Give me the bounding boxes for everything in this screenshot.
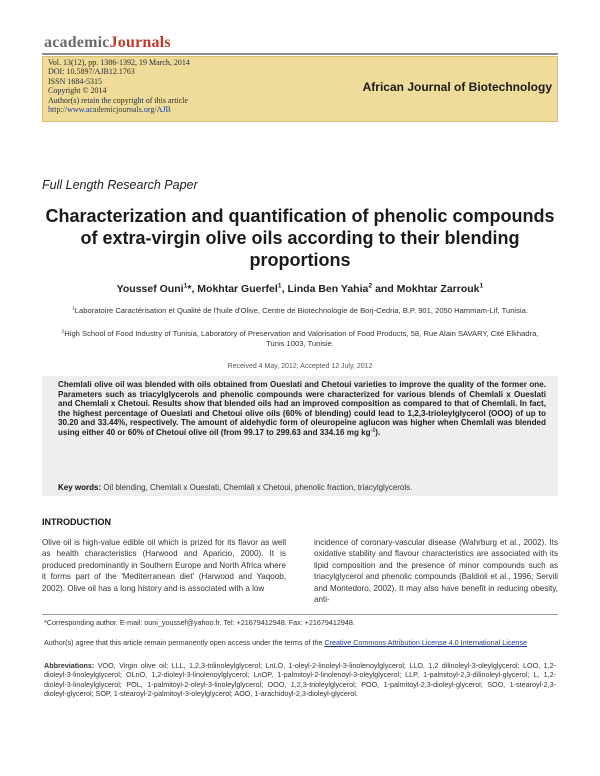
journal-name: African Journal of Biotechnology — [362, 80, 552, 94]
affiliation-sup: 2 — [61, 329, 65, 335]
meta-rights: Author(s) retain the copyright of this article — [48, 95, 188, 105]
journal-url-link[interactable]: http://www.academicjournals.org/AJB — [48, 105, 171, 115]
license-text: Author(s) agree that this article remain permanently open access under the terms of the — [44, 638, 325, 647]
affiliation-1 — [60, 306, 540, 316]
abstract-body: Chemlali olive oil was blended with oils obtained from Oueslati and Chetoui varieties to improve the quality of the former one. Parameters such as triacylglycerols and phenolic compounds were characterized for various blends of Chemlali x Oueslati and Chemlali x Chetoui. Results show that blended oils had an improved composition as compared to that of Chemlali. In fact, the highest percentage of Oueslati and Chetoui olive oils (60% of blending) could lead to 1,2,3-trioleylglycerol (OOO) of up to 30.20 and 33.44%, respectively. The amount of aldehydic form of oleuropeine aglucon was higher when Chemlali was blended using either 40 or 60% of Chetoui olive oil (from 99.17 to 299.63 and 334.16 mg kg — [58, 380, 546, 437]
abstract-end: ). — [375, 427, 381, 437]
intro-column-right: incidence of coronary-vascular disease (Wahrburg et al., 2002). Its oxidative stability and flavour characteristics are associated with its lipid composition and the presence of minor compounds such as triacylglycerol and phenolic compounds (Baldioli et al., 1996; Servili and Montedoro, 2002). It may also have benefit in reducing obesity, anti- — [314, 538, 558, 605]
author-affil-sup: 2 — [368, 282, 373, 290]
author-list — [42, 283, 558, 295]
author-name: Mokhtar Zarrouk — [396, 283, 480, 295]
abbreviations-label: Abbreviations: — [44, 661, 95, 670]
paper-title: Characterization and quantification of phenolic compounds of extra-virgin olive oils according to their blending proportions — [45, 206, 555, 270]
section-heading-introduction: INTRODUCTION — [42, 517, 111, 527]
received-accepted-dates: Received 4 May, 2012; Accepted 12 July, 2012 — [227, 363, 373, 370]
logo-text-academic: academic — [44, 34, 110, 51]
affiliation-text: Laboratoire Caractérisation et Qualité de l'huile d'Olive, Centre de Biotechnologie de Borj-Cedria, B.P. 901, 2050 Hammam-Lif, Tunisia. — [74, 306, 528, 315]
author-name: Youssef Ouni — [116, 283, 184, 295]
author-affil-sup: 1 — [183, 282, 188, 290]
author-name: Linda Ben Yahia — [287, 283, 369, 295]
author-sep: , — [281, 283, 288, 295]
intro-column-left: Olive oil is high-value edible oil which is prized for its flavor as well as health characteristics (Harwood and Aparicio, 2000). It is produced predominantly in Southern Europe and North Africa where it forms part of the 'Mediterranean diet' (Harwood and Yaqoob, 2002). Olive oil has a long history and is associated with a low — [42, 538, 286, 593]
footnote-rule — [42, 614, 558, 615]
header-rule — [42, 53, 558, 55]
license-link[interactable]: Creative Commons Attribution License 4.0 International License — [324, 638, 528, 647]
abbreviations-text: VOO, Virgin olive oil; LLL, 1,2,3-trilinoleylglycerol; LnLO, 1-oleyl-2-linoleyl-3-linolenoylglycerol; LLO, 1,2 dilinoleyl-3-oleylglycerol; LOO, 1,2-dioleyl-3-linoleylglycerol; OLnO, 1,2-dioleyl-3-linolenoylglycerol; LnOP, 1-palmitoyl-2-linolenoyl-3-oleylglycerol; LLP, 1-palmitoyl-2,3-dilinoleyl-glycerol; L, 1,2-dioleyl-3-linoleylglycerol; POL, 1-palmitoyl-2-oleyl-3-linoleylglycerol; OOO, 1,2,3-trioleylglycerol; POO, 1-palmitoyl-2,3-dioleyl-glycerol; SOO, 1-stearoyl-2,3-dioleyl-glycerol; SOP, 1-stearoyl-2-palmitoyl-3-oleylglycerol; AOO, 1-arachidoyl-2,3-dioleyl-glycerol. — [44, 661, 556, 699]
meta-copyright: Copyright © 2014 — [48, 86, 107, 96]
corresponding-author-note: *Corresponding author. E-mail: ouni_youssef@yahoo.fr. Tel: +21679412948. Fax: +21679412948. — [44, 618, 355, 627]
paper-type: Full Length Research Paper — [42, 178, 198, 192]
author-name: Mokhtar Guerfel — [197, 283, 278, 295]
abbreviations-note — [44, 661, 556, 699]
keywords-label: Key words: — [58, 483, 102, 492]
affiliation-2 — [60, 329, 540, 349]
keywords — [58, 483, 412, 492]
affiliation-sup: 1 — [72, 306, 75, 312]
author-affil-sup: 1 — [479, 282, 484, 290]
keywords-text: Oil blending, Chemlali x Oueslati, Chemlali x Chetoui, phenolic fraction, triacylglycerols. — [103, 483, 413, 492]
affiliation-text: High School of Food Industry of Tunisia, Laboratory of Preservation and Valorisation of Food Products, 58, Rue Alain SAVARY, Cité Elkhadra, Tunis 1003, Tunisie. — [64, 329, 539, 348]
author-sep: *, — [187, 283, 198, 295]
logo-text-journals: Journals — [109, 34, 171, 51]
license-note — [44, 638, 556, 647]
meta-issn: ISSN 1684-5315 — [48, 76, 103, 86]
abstract-text — [58, 380, 546, 438]
meta-doi: DOI: 10.5897/AJB12.1763 — [48, 67, 135, 77]
author-sep: and — [372, 283, 397, 295]
author-affil-sup: 1 — [277, 282, 282, 290]
article-meta — [48, 58, 190, 114]
abstract-unit-exponent: -1 — [370, 427, 376, 434]
meta-volume: Vol. 13(12), pp. 1386-1392, 19 March, 2014 — [48, 58, 190, 67]
publisher-logo — [44, 34, 171, 52]
